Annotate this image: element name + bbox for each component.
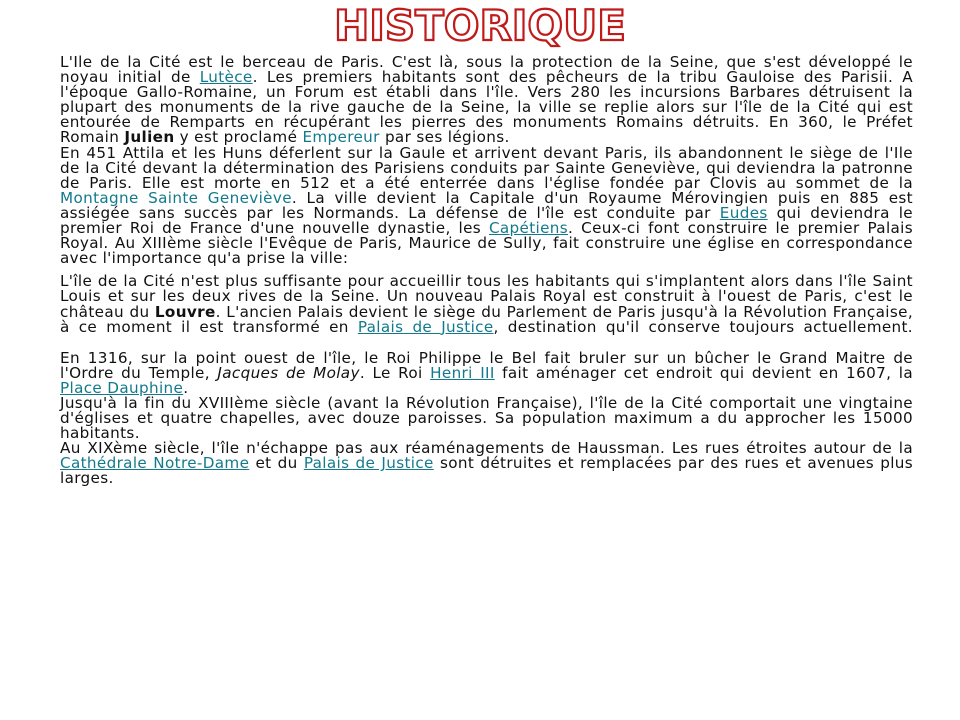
highlight-empereur: Empereur <box>302 128 380 147</box>
link-lutece[interactable]: Lutèce <box>199 68 253 87</box>
link-palais-de-justice[interactable]: Palais de Justice <box>357 317 494 336</box>
link-palais-de-justice-2[interactable]: Palais de Justice <box>303 454 434 473</box>
link-capetiens[interactable]: Capétiens <box>488 219 569 238</box>
link-cathedrale-notre-dame[interactable]: Cathédrale Notre-Dame <box>60 454 250 473</box>
bold-louvre: Louvre <box>154 302 216 321</box>
paragraph-3: L'île de la Cité n'est plus suffisante pour accueillir tous les habitants qui s'implantent alors dans l'île Saint Louis et sur les deux rives de la Seine. Un nouveau Palais Royal est construit à l'ouest de Paris, c'est le château du Louvre. L'ancien Palais devient le siège du Parlement de Paris jusqu'à la Révolution Française, à ce moment il est transformé en Palais de Justice, destination qu'il conserve toujours actuellement. <box>60 272 913 336</box>
highlight-montagne: Montagne Sainte Geneviève <box>60 188 292 207</box>
link-place-dauphine[interactable]: Place Dauphine <box>60 378 184 397</box>
link-henri-iii[interactable]: Henri III <box>430 363 495 382</box>
article-body <box>60 55 913 487</box>
link-eudes[interactable]: Eudes <box>719 203 768 222</box>
paragraph-5: Jusqu'à la fin du XVIIIème siècle (avant la Révolution Française), l'île de la Cité comportait une vingtaine d'églises et quatre chapelles, avec douze paroisses. Sa population maximum a du approcher les 15000 habitants. <box>60 393 913 443</box>
paragraph-1: L'Ile de la Cité est le berceau de Paris. C'est là, sous la protection de la Seine, que s'est développé le noyau initial de Lutèce. Les premiers habitants sont des pêcheurs de la tribu Gauloise des Parisii. A l'époque Gallo-Romaine, un Forum est établi dans l'île. Vers 280 les incursions Barbares détruisent la plupart des monuments de la rive gauche de la Seine, la ville se replie alors sur l'île de la Cité qui est entourée de Remparts en récupérant les pierres des monuments Romains détruits. En 360, le Préfet Romain Julien y est proclamé Empereur par ses légions. <box>60 53 913 147</box>
page-title: HISTORIQUE <box>334 1 626 50</box>
paragraph-6: Au XIXème siècle, l'île n'échappe pas aux réaménagements de Haussman. Les rues étroites autour de la Cathédrale Notre-Dame et du Palais de Justice sont détruites et remplacées par des rues et avenues plus larges. <box>60 439 914 488</box>
italic-molay: Jacques de Molay <box>217 363 360 382</box>
paragraph-4: En 1316, sur la point ouest de l'île, le Roi Philippe le Bel fait bruler sur un bûcher le Grand Maitre de l'Ordre du Temple, Jacques de Molay. Le Roi Henri III fait aménager cet endroit qui devient en 1607, la Place Dauphine. <box>60 348 913 397</box>
bold-julien: Julien <box>124 128 175 147</box>
paragraph-2: En 451 Attila et les Huns déferlent sur la Gaule et arrivent devant Paris, ils abandonnent le siège de l'Ile de la Cité devant la détermination des Parisiens conduits par Sainte Geneviève, qui deviendra la patronne de Paris. Elle est morte en 512 et a été enterrée dans l'église fondée par Clovis au sommet de la Montagne Sainte Geneviève. La ville devient la Capitale d'un Royaume Mérovingien puis en 885 est assiégée sans succès par les Normands. La défense de l'île est conduite par Eudes qui deviendra le premier Roi de France d'une nouvelle dynastie, les Capétiens. Ceux-ci font construire le premier Palais Royal. Au XIIIème siècle l'Evêque de Paris, Maurice de Sully, fait construire une église en correspondance avec l'importance qu'a prise la ville: <box>60 143 914 268</box>
